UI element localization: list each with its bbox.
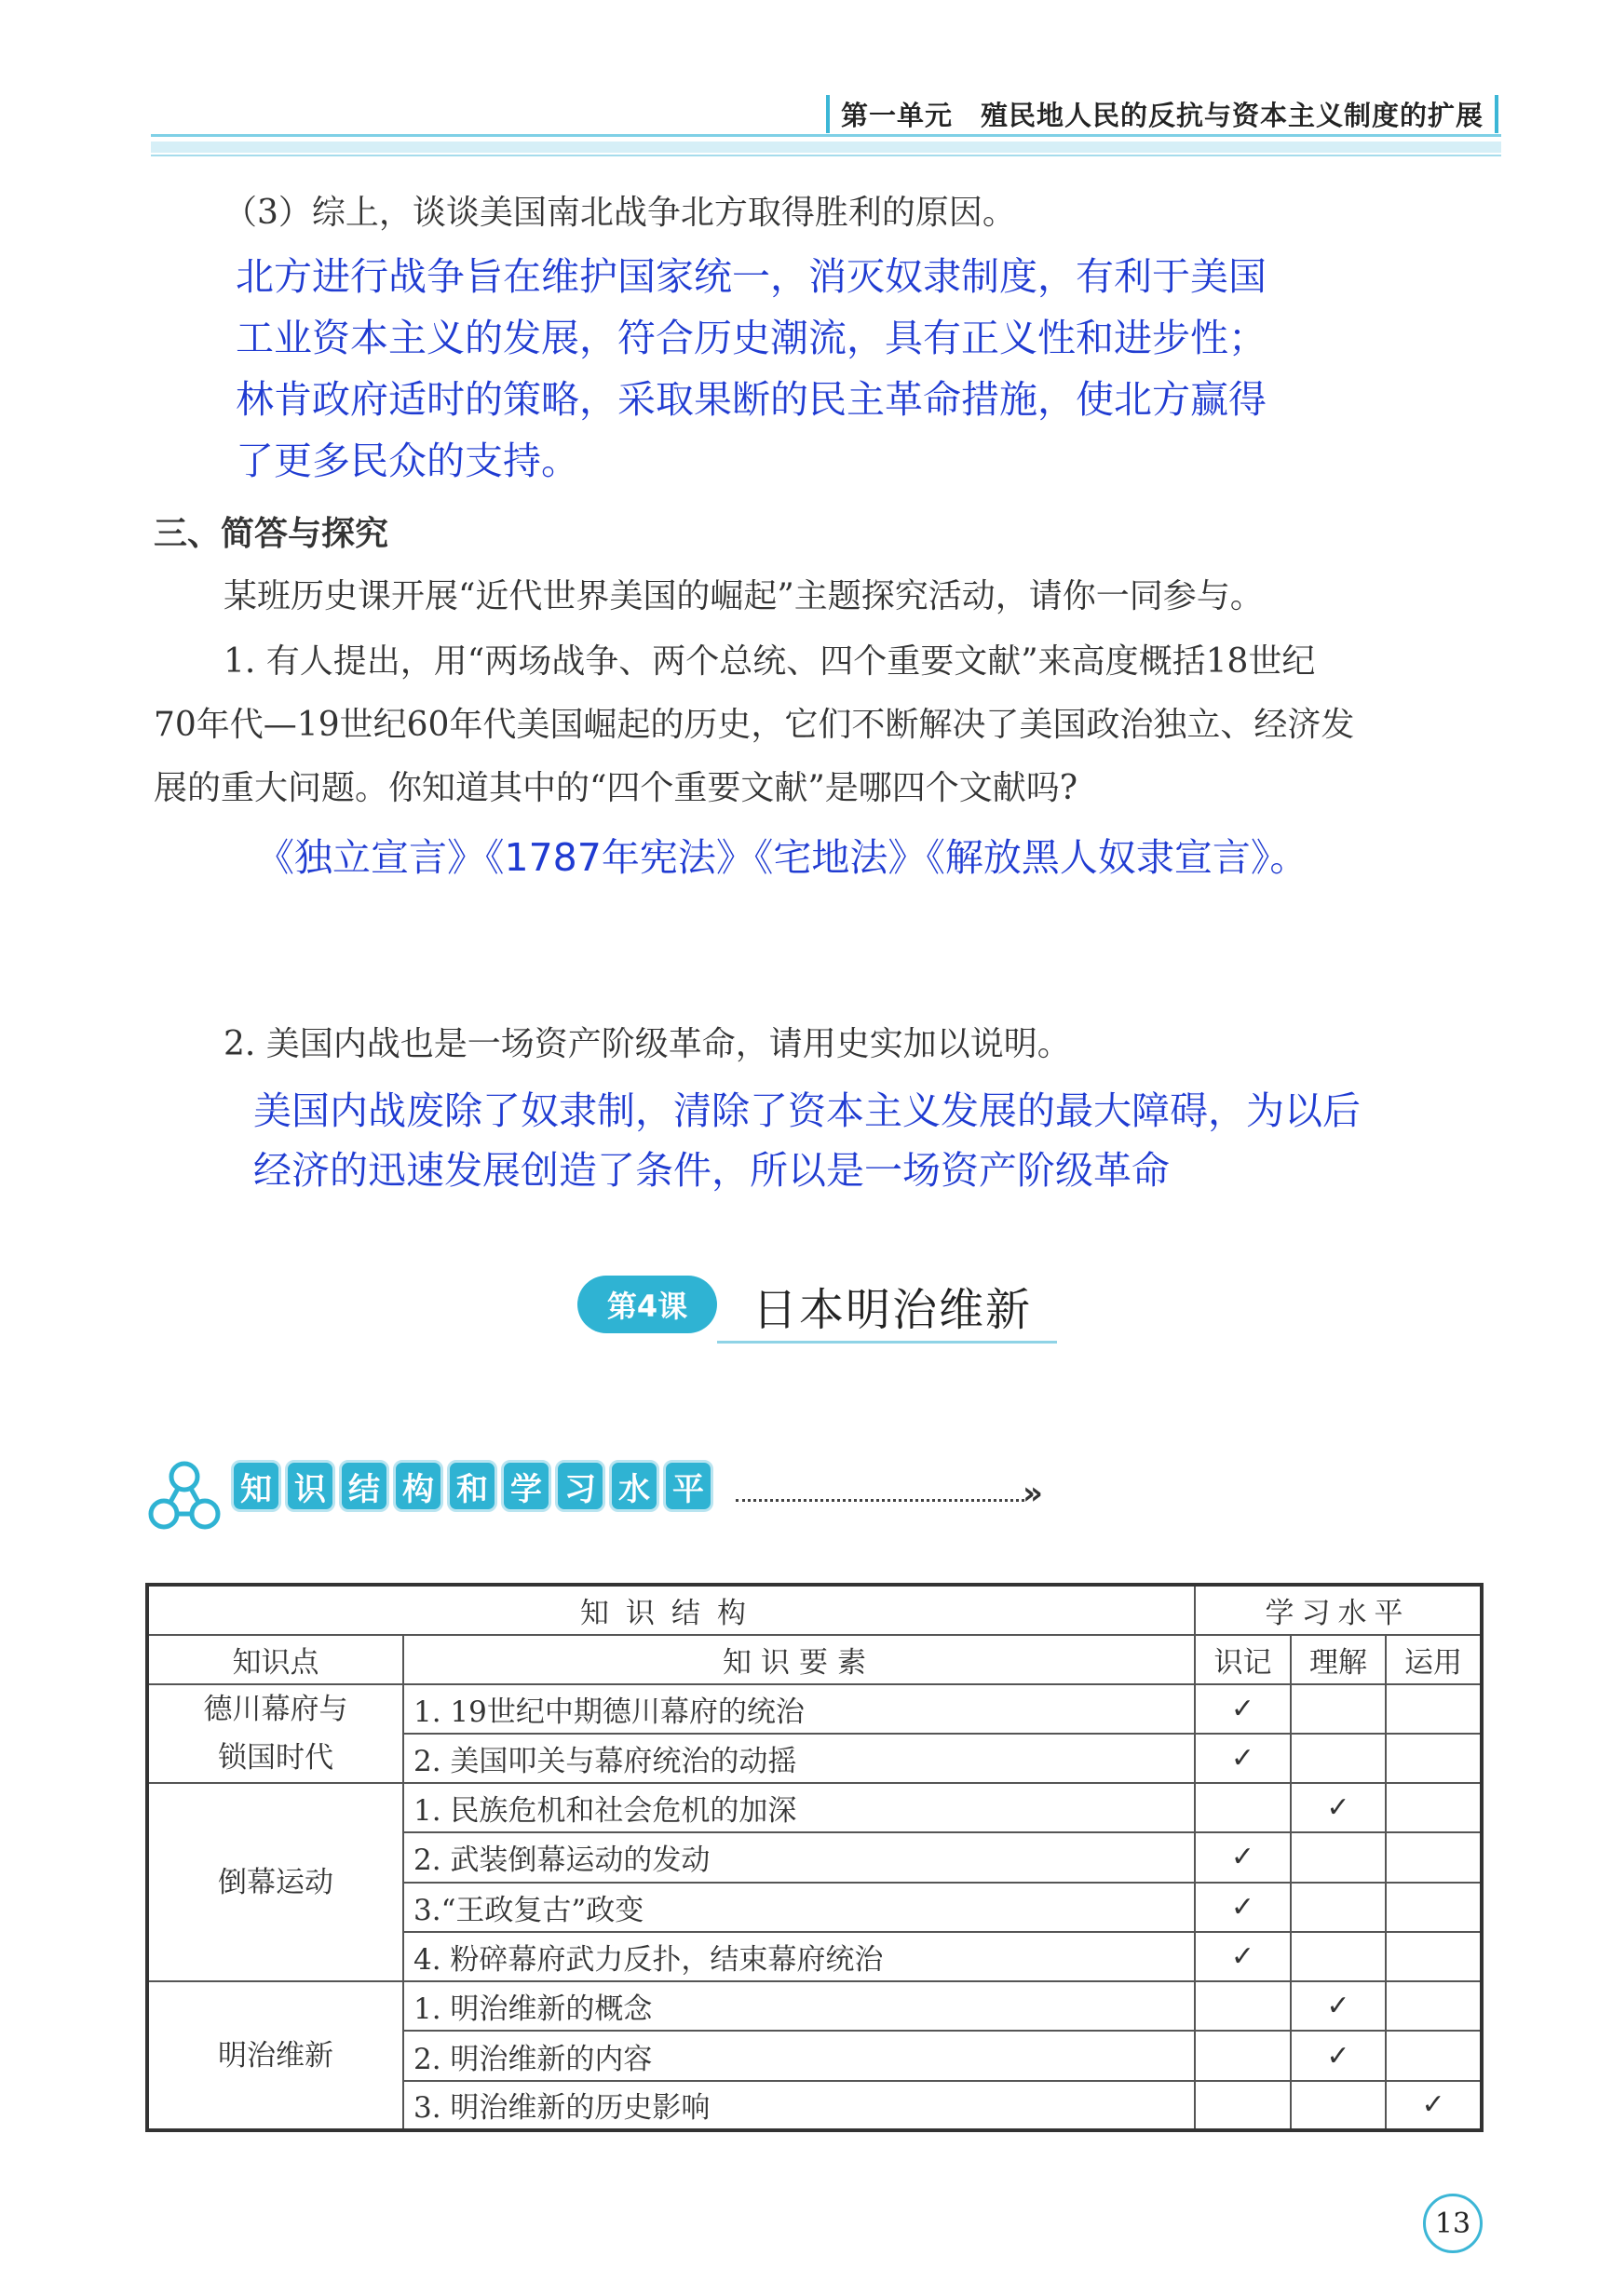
question-1-line: 70年代—19世纪60年代美国崛起的历史，它们不断解决了美国政治独立、经济发 xyxy=(154,706,1355,744)
answer-line: 了更多民众的支持。 xyxy=(236,439,579,483)
level-cell xyxy=(1291,1832,1386,1882)
table-row xyxy=(147,1783,1482,1832)
title-char: 学 xyxy=(501,1460,551,1512)
header-rule-bottom xyxy=(151,155,1501,156)
knowledge-element: 4. 粉碎幕府武力反扑，结束幕府统治 xyxy=(403,1932,1195,1981)
knowledge-element: 2. 明治维新的内容 xyxy=(403,2031,1195,2080)
level-cell xyxy=(1291,1883,1386,1932)
knowledge-element: 3. 明治维新的历史影响 xyxy=(403,2081,1195,2130)
level-cell xyxy=(1195,1684,1291,1734)
level-cell xyxy=(1386,1981,1482,2031)
knowledge-element: 1. 明治维新的概念 xyxy=(403,1981,1195,2031)
level-cell xyxy=(1291,1932,1386,1981)
question-1-line: 1. 有人提出，用“两场战争、两个总统、四个重要文献”来高度概括18世纪 xyxy=(224,642,1316,681)
header-knowledge-structure: 知识结构 xyxy=(147,1585,1195,1635)
title-char: 习 xyxy=(555,1460,605,1512)
lesson-title: 日本明治维新 xyxy=(752,1284,1033,1336)
column-header-point: 知识点 xyxy=(147,1635,403,1683)
section-intro: 某班历史课开展“近代世界美国的崛起”主题探究活动，请你一同参与。 xyxy=(224,577,1264,615)
table-row xyxy=(147,1684,1482,1734)
level-cell xyxy=(1291,2081,1386,2130)
knowledge-element: 3.“王政复古”政变 xyxy=(403,1883,1195,1932)
knowledge-point-line: 明治维新 xyxy=(218,2038,333,2073)
knowledge-point xyxy=(147,1684,403,1784)
header-rule xyxy=(151,134,1501,137)
title-char: 构 xyxy=(393,1460,443,1512)
question-2: 2. 美国内战也是一场资产阶级革命，请用史实加以说明。 xyxy=(224,1025,1071,1063)
level-cell xyxy=(1291,2031,1386,2080)
level-cell xyxy=(1195,1734,1291,1783)
title-char: 结 xyxy=(339,1460,389,1512)
question-1-line: 展的重大问题。你知道其中的“四个重要文献”是哪四个文献吗? xyxy=(154,769,1078,807)
column-header-understand: 理解 xyxy=(1291,1635,1386,1683)
level-cell xyxy=(1291,1783,1386,1832)
level-cell xyxy=(1195,2031,1291,2080)
question-3: （3）综上，谈谈美国南北战争北方取得胜利的原因。 xyxy=(224,194,1016,232)
level-cell xyxy=(1195,1883,1291,1932)
knowledge-point xyxy=(147,1981,403,2130)
knowledge-table xyxy=(145,1583,1484,2132)
question-1-answer: 《独立宣言》《1787年宪法》《宅地法》《解放黑人奴隶宣言》。 xyxy=(256,835,1308,880)
checkmark-icon: ✓ xyxy=(1326,1990,1350,2023)
checkmark-icon: ✓ xyxy=(1230,1939,1255,1973)
knowledge-element: 1. 民族危机和社会危机的加深 xyxy=(403,1783,1195,1832)
level-cell xyxy=(1386,1783,1482,1832)
level-cell xyxy=(1195,1783,1291,1832)
checkmark-icon: ✓ xyxy=(1230,1841,1255,1874)
title-char: 和 xyxy=(447,1460,497,1512)
level-cell xyxy=(1386,1684,1482,1734)
level-cell xyxy=(1195,1832,1291,1882)
knowledge-element: 2. 武装倒幕运动的发动 xyxy=(403,1832,1195,1882)
title-char: 知 xyxy=(231,1460,281,1512)
knowledge-point-line: 倒幕运动 xyxy=(218,1865,333,1899)
level-cell xyxy=(1386,2031,1482,2080)
page-number: 13 xyxy=(1423,2194,1483,2253)
knowledge-point xyxy=(147,1783,403,1981)
column-header-apply: 运用 xyxy=(1386,1635,1482,1683)
level-cell xyxy=(1386,1734,1482,1783)
molecule-icon xyxy=(147,1460,222,1534)
checkmark-icon: ✓ xyxy=(1421,2088,1445,2122)
level-cell xyxy=(1386,1832,1482,1882)
level-cell xyxy=(1291,1981,1386,2031)
checkmark-icon: ✓ xyxy=(1230,1890,1255,1924)
section-title: 三、简答与探究 xyxy=(154,515,389,553)
level-cell xyxy=(1195,1932,1291,1981)
checkmark-icon: ✓ xyxy=(1230,1692,1255,1725)
answer-line: 工业资本主义的发展，符合历史潮流，具有正义性和进步性； xyxy=(236,316,1267,360)
knowledge-element: 2. 美国叩关与幕府统治的动摇 xyxy=(403,1734,1195,1783)
level-cell xyxy=(1195,2081,1291,2130)
unit-header: 第一单元 殖民地人民的反抗与资本主义制度的扩展 xyxy=(826,95,1498,133)
lesson-underline xyxy=(717,1341,1057,1344)
checkmark-icon: ✓ xyxy=(1326,1791,1350,1825)
dotted-leader xyxy=(736,1499,1024,1502)
title-char: 水 xyxy=(609,1460,659,1512)
level-cell xyxy=(1195,1981,1291,2031)
checkmark-icon: ✓ xyxy=(1230,1741,1255,1775)
table-row xyxy=(147,1981,1482,2031)
level-cell xyxy=(1386,1883,1482,1932)
header-learning-level: 学习水平 xyxy=(1195,1585,1482,1635)
level-cell xyxy=(1386,2081,1482,2130)
answer-line: 美国内战废除了奴隶制，清除了资本主义发展的最大障碍，为以后 xyxy=(253,1088,1361,1133)
lesson-badge: 第4课 xyxy=(577,1276,717,1333)
column-header-elements: 知识要素 xyxy=(403,1635,1195,1683)
level-cell xyxy=(1291,1684,1386,1734)
knowledge-structure-title xyxy=(231,1460,713,1512)
knowledge-point-line: 德川幕府与 xyxy=(203,1692,348,1726)
knowledge-point-line: 锁国时代 xyxy=(218,1740,333,1775)
level-cell xyxy=(1291,1734,1386,1783)
column-header-memorize: 识记 xyxy=(1195,1635,1291,1683)
title-char: 平 xyxy=(663,1460,713,1512)
level-cell xyxy=(1386,1932,1482,1981)
title-char: 识 xyxy=(285,1460,335,1512)
header-band xyxy=(151,142,1501,153)
answer-line: 北方进行战争旨在维护国家统一，消灭奴隶制度，有利于美国 xyxy=(236,254,1267,299)
knowledge-element: 1. 19世纪中期德川幕府的统治 xyxy=(403,1684,1195,1734)
double-chevron-icon: » xyxy=(1023,1475,1043,1512)
checkmark-icon: ✓ xyxy=(1326,2039,1350,2073)
answer-line: 经济的迅速发展创造了条件，所以是一场资产阶级革命 xyxy=(253,1148,1170,1193)
answer-line: 林肯政府适时的策略，采取果断的民主革命措施，使北方赢得 xyxy=(236,377,1267,422)
